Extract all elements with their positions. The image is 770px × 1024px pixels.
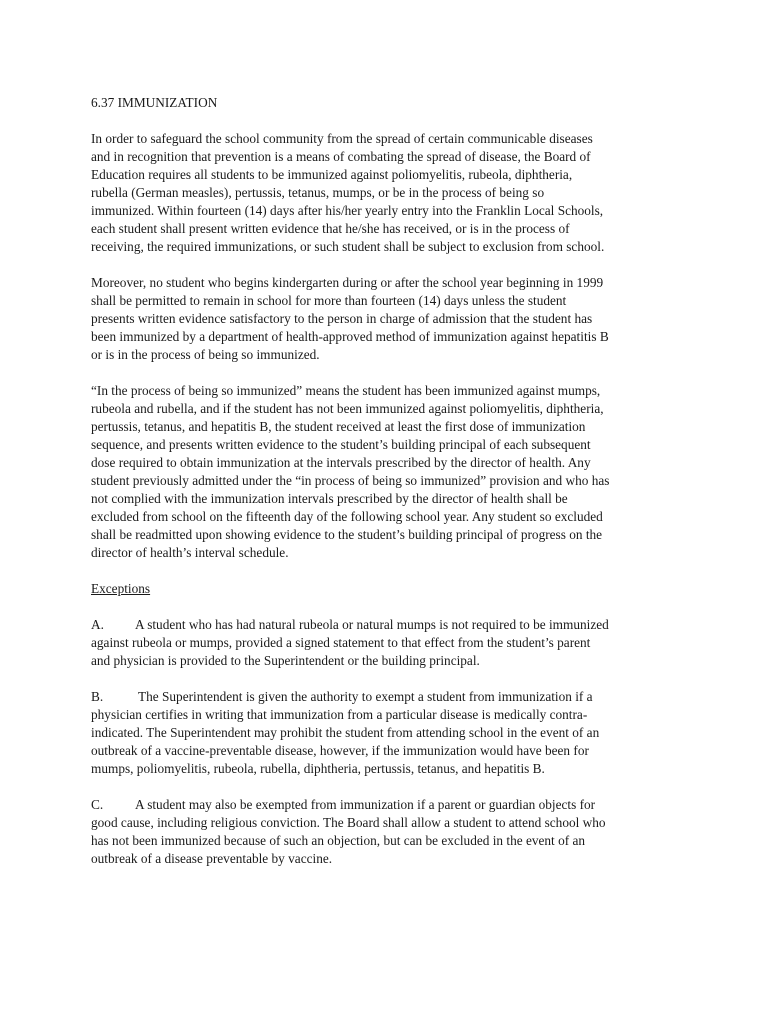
text-line: receiving, the required immunizations, or such student shall be subject to exclusion from school. bbox=[91, 239, 605, 254]
text-line: and in recognition that prevention is a means of combating the spread of disease, the Board of bbox=[91, 149, 591, 164]
exception-marker: B. bbox=[91, 689, 104, 704]
exception-b bbox=[91, 688, 691, 778]
text-line: shall be permitted to remain in school for more than fourteen (14) days unless the student bbox=[91, 293, 567, 308]
text-line: presents written evidence satisfactory to the person in charge of admission that the student has bbox=[91, 311, 593, 326]
exception-a bbox=[91, 616, 691, 670]
exception-marker: A. bbox=[91, 617, 104, 632]
exception-text: A student may also be exempted from immunization if a parent or guardian objects for bbox=[135, 797, 596, 812]
exceptions-heading: Exceptions bbox=[91, 581, 151, 596]
document-page bbox=[91, 94, 691, 886]
text-line: student previously admitted under the “in process of being so immunized” provision and who has bbox=[91, 473, 610, 488]
text-line: shall be readmitted upon showing evidence to the student’s building principal of progress on the bbox=[91, 527, 603, 542]
text-line: dose required to obtain immunization at the intervals prescribed by the director of health. Any bbox=[91, 455, 591, 470]
text-line: rubeola and rubella, and if the student has not been immunized against poliomyelitis, diphtheria, bbox=[91, 401, 604, 416]
text-line: excluded from school on the fifteenth day of the following school year. Any student so excluded bbox=[91, 509, 603, 524]
text-line: not complied with the immunization intervals prescribed by the director of health shall be bbox=[91, 491, 568, 506]
text-line: each student shall present written evidence that he/she has received, or is in the process of bbox=[91, 221, 570, 236]
text-line: outbreak of a disease preventable by vaccine. bbox=[91, 851, 333, 866]
paragraph-intro bbox=[91, 130, 691, 256]
text-line: and physician is provided to the Superintendent or the building principal. bbox=[91, 653, 480, 668]
exception-first-line bbox=[91, 796, 691, 814]
policy-title: 6.37 IMMUNIZATION bbox=[91, 95, 218, 110]
paragraph-in-process-definition bbox=[91, 382, 691, 562]
exception-text: The Superintendent is given the authority to exempt a student from immunization if a bbox=[138, 689, 593, 704]
text-line: has not been immunized because of such an objection, but can be excluded in the event of an bbox=[91, 833, 586, 848]
exception-text: A student who has had natural rubeola or natural mumps is not required to be immunized bbox=[135, 617, 609, 632]
text-line: against rubeola or mumps, provided a signed statement to that effect from the student’s parent bbox=[91, 635, 591, 650]
text-line: immunized. Within fourteen (14) days after his/her yearly entry into the Franklin Local Schools, bbox=[91, 203, 604, 218]
text-line: outbreak of a vaccine-preventable disease, however, if the immunization would have been for bbox=[91, 743, 589, 758]
text-line: sequence, and presents written evidence to the student’s building principal of each subsequent bbox=[91, 437, 591, 452]
text-line: physician certifies in writing that immunization from a particular disease is medically contra- bbox=[91, 707, 588, 722]
exception-c bbox=[91, 796, 691, 868]
text-line: pertussis, tetanus, and hepatitis B, the student received at least the first dose of immunization bbox=[91, 419, 586, 434]
exception-first-line bbox=[91, 688, 691, 706]
text-line: been immunized by a department of health-approved method of immunization against hepatitis B bbox=[91, 329, 609, 344]
text-line: In order to safeguard the school community from the spread of certain communicable diseases bbox=[91, 131, 593, 146]
text-line: good cause, including religious conviction. The Board shall allow a student to attend school who bbox=[91, 815, 606, 830]
exception-first-line bbox=[91, 616, 691, 634]
text-line: rubella (German measles), pertussis, tetanus, mumps, or be in the process of being so bbox=[91, 185, 545, 200]
text-line: Moreover, no student who begins kindergarten during or after the school year beginning in 1999 bbox=[91, 275, 604, 290]
text-line: indicated. The Superintendent may prohibit the student from attending school in the event of an bbox=[91, 725, 600, 740]
text-line: mumps, poliomyelitis, rubeola, rubella, diphtheria, pertussis, tetanus, and hepatitis B. bbox=[91, 761, 545, 776]
text-line: or is in the process of being so immunized. bbox=[91, 347, 320, 362]
text-line: “In the process of being so immunized” means the student has been immunized against mumps, bbox=[91, 383, 601, 398]
exception-marker: C. bbox=[91, 797, 104, 812]
paragraph-hepatitis-b bbox=[91, 274, 691, 364]
text-line: Education requires all students to be immunized against poliomyelitis, rubeola, diphtheria, bbox=[91, 167, 573, 182]
text-line: director of health’s interval schedule. bbox=[91, 545, 289, 560]
